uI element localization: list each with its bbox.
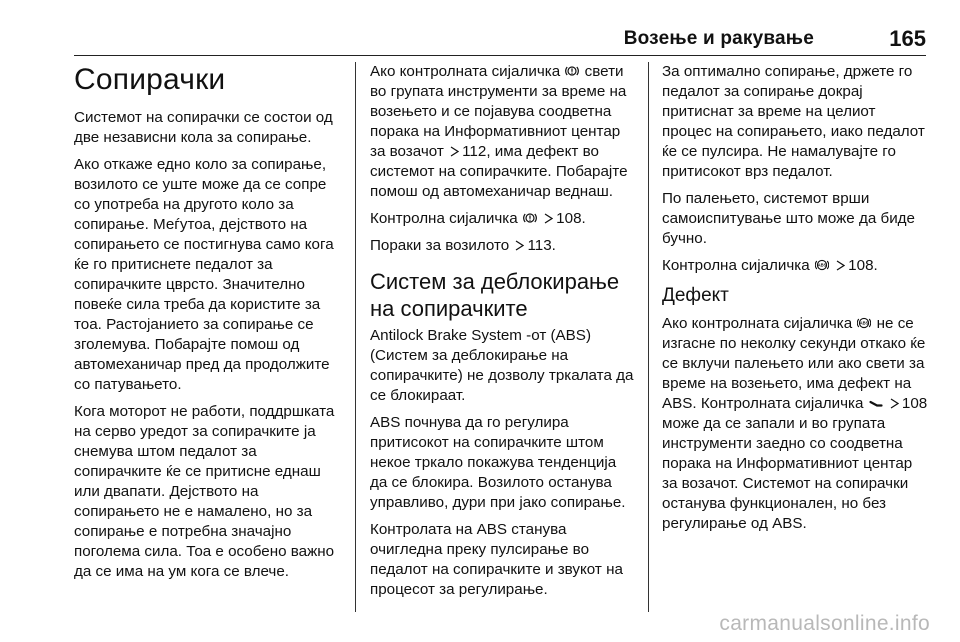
column-3	[662, 62, 928, 541]
page-reference-link[interactable]: 113.	[527, 237, 556, 254]
paragraph: Контролна сијаличка ABS 108.	[662, 257, 878, 274]
brake-warning-lamp-icon	[565, 64, 579, 78]
page-reference-arrow-icon	[890, 398, 899, 409]
brake-warning-lamp-icon	[523, 211, 537, 225]
paragraph: ABS почнува да го регулира притисокот на сопирачките штом некое тркало покажува тенденција да се блокира. Возилото останува управливо, дури при јако сопирање.	[370, 414, 626, 511]
page-reference-arrow-icon	[515, 240, 524, 251]
page-title: Сопирачки	[74, 63, 226, 96]
subsection-heading: Дефект	[662, 285, 729, 306]
watermark: carmanualsonline.info	[719, 612, 930, 635]
page-reference-link[interactable]: 108	[901, 395, 928, 412]
paragraph: Пораки за возилото 113.	[370, 237, 556, 254]
column-1	[74, 62, 344, 589]
page-reference-arrow-icon	[836, 260, 845, 271]
paragraph: Кога моторот не работи, поддршката на серво уредот за сопирачките ја снемува штом педалот за сопирачките ќе се притисне еднаш или двапати. Дејството на сопирањето не е намалено, но за сопирање е потребна значајно поголема сила. Тоа е особено важно да се има на ум кога се влече.	[74, 403, 335, 580]
paragraph: По палењето, системот врши самоиспитување што може да биде бучно.	[662, 190, 915, 247]
running-header	[74, 0, 926, 56]
paragraph: Antilock Brake System -от (ABS) (Систем за деблокирање на сопирачките) не дозволу тркалата да се блокираат.	[370, 327, 634, 404]
paragraph: За оптимално сопирање, држете го педалот за сопирање докрај притиснат за време на целиот процес на сопирањето, иако педалот ќе се пулсира. Не намалувајте го притисокот врз педалот.	[662, 63, 925, 180]
svg-text:ABS: ABS	[817, 262, 827, 268]
page-reference-link[interactable]: 108.	[556, 210, 586, 227]
chapter-title: Возење и ракување	[623, 28, 814, 49]
page-number: 165	[889, 26, 926, 51]
page-reference-arrow-icon	[544, 213, 553, 224]
paragraph: Системот на сопирачки се состои од две независни кола за сопирање.	[74, 109, 333, 146]
svg-text:ABS: ABS	[859, 320, 869, 326]
paragraph: Контролата на ABS станува очигледна преку пулсирање во педалот на сопирачките и звукот на процесот за регулирање.	[370, 521, 623, 598]
skid-control-lamp-icon	[869, 396, 883, 410]
page-reference-arrow-icon	[450, 146, 459, 157]
abs-warning-lamp-icon	[815, 258, 829, 272]
page-reference-link[interactable]: 108.	[848, 257, 878, 274]
section-heading: Систем за деблокирање на сопирачките	[370, 269, 620, 321]
column-divider	[648, 62, 649, 612]
paragraph: Ако контролната сијаличка ABS не се изгасне по неколку секунди откако ќе се вклучи палењето или ако свети за време на возењето, има дефект на ABS. Контролната сијаличка 108 може да се запали и во групата инструменти заедно со соодветна порака на Информативниот центар за возачот. Системот на сопирачки останува функционален, но без регулирање од ABS.	[662, 315, 928, 532]
paragraph: Контролна сијаличка 108.	[370, 210, 586, 227]
page-reference-link[interactable]: 112	[462, 143, 487, 160]
paragraph: Ако контролната сијаличка свети во групата инструменти за време на возењето и се појавува соодветна порака на Информативниот центар за возачот 112, има дефект во системот на сопирачките. Побарајте помош од автомеханичар веднаш.	[370, 63, 628, 200]
column-divider	[355, 62, 356, 612]
abs-warning-lamp-icon	[857, 316, 871, 330]
paragraph: Ако откаже едно коло за сопирање, возилото се уште може да се сопре со употреба на другото коло за сопирање. Меѓутоа, дејството на сопирањето се постигнува само кога ќе го притиснете педалот за сопирачките цврсто. Значително повеќе сила треба да користите за тоа. Растојанието за сопирање се зголемува. Побарајте помош од автомеханичар пред да продолжите со патувањето.	[74, 156, 334, 393]
header-rule	[74, 55, 926, 56]
column-2	[370, 62, 636, 607]
